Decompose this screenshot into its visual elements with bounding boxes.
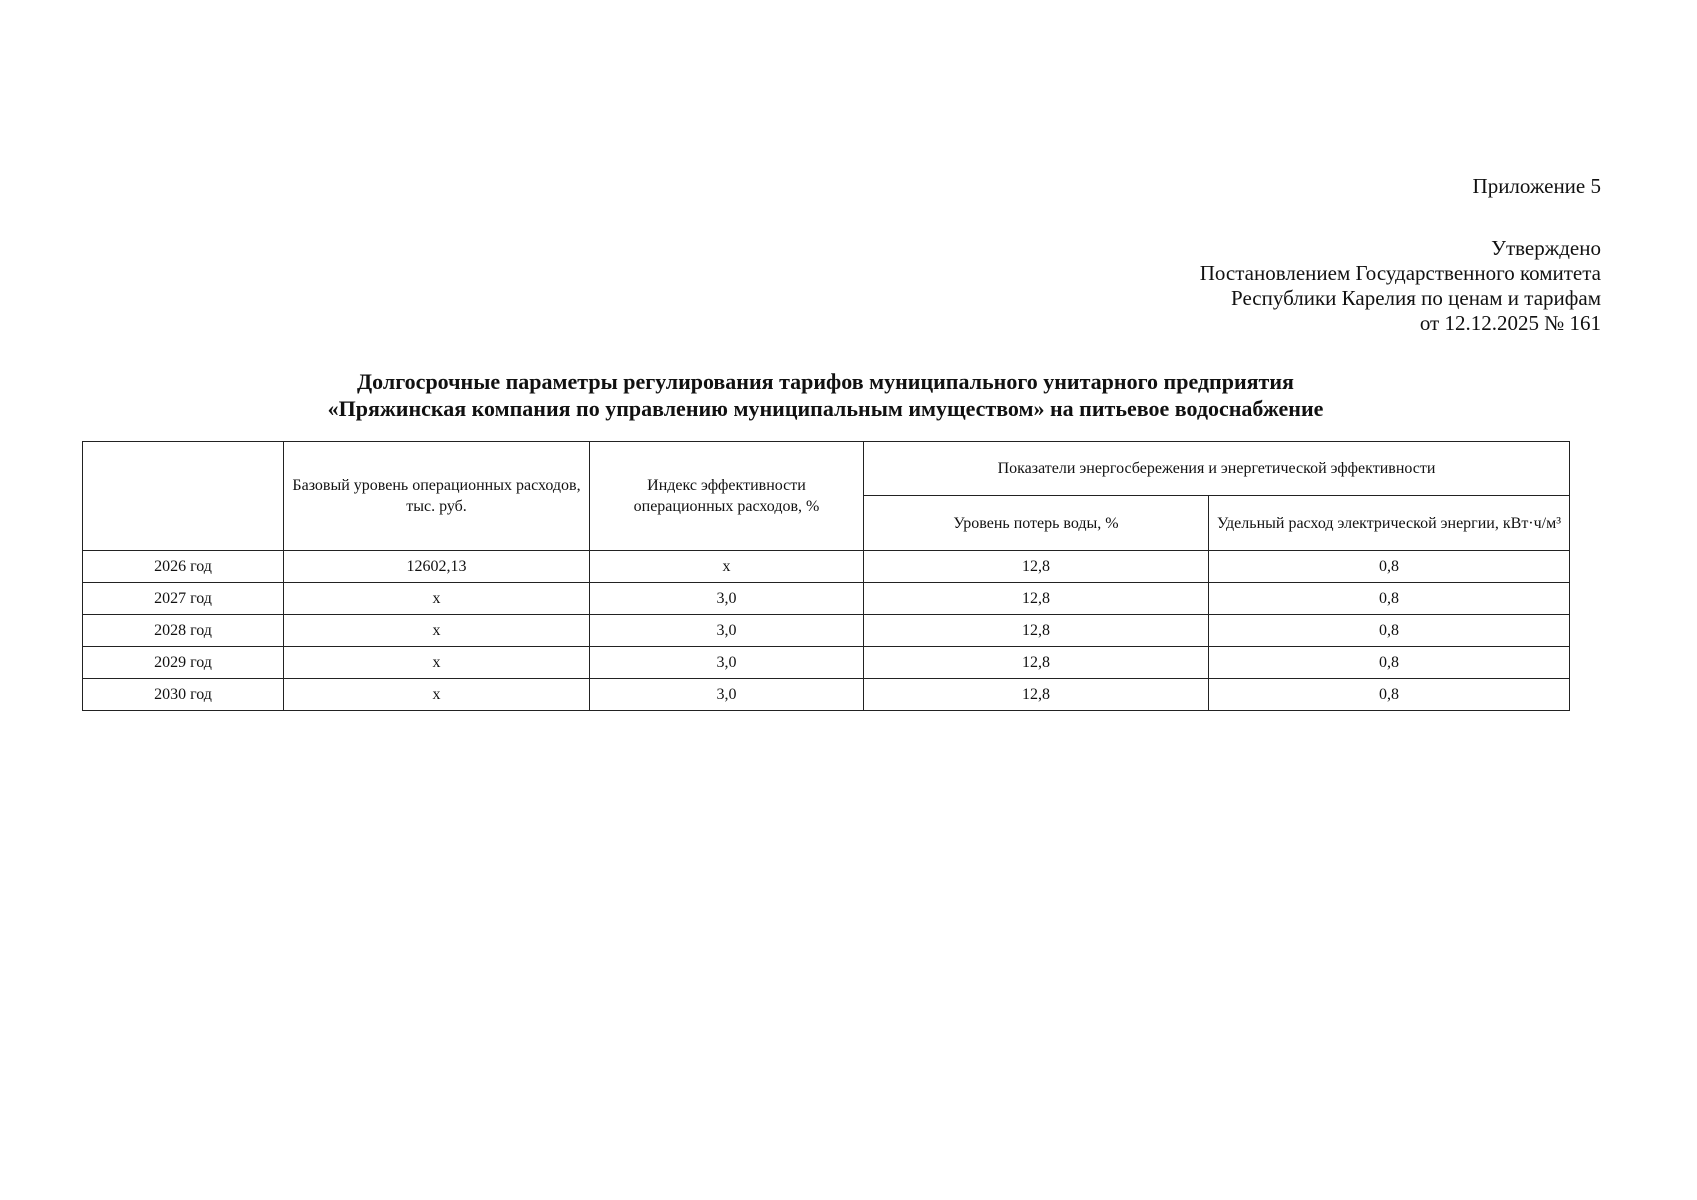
cell-year: 2029 год bbox=[83, 647, 284, 679]
cell-electricity: 0,8 bbox=[1209, 679, 1570, 711]
cell-base-level: х bbox=[284, 679, 590, 711]
table-row bbox=[83, 679, 1570, 711]
cell-electricity: 0,8 bbox=[1209, 583, 1570, 615]
table-row bbox=[83, 551, 1570, 583]
cell-efficiency-index: 3,0 bbox=[590, 647, 864, 679]
table-header-row bbox=[83, 442, 1570, 496]
cell-water-loss: 12,8 bbox=[864, 647, 1209, 679]
cell-base-level: х bbox=[284, 583, 590, 615]
header-base-level: Базовый уровень операционных расходов, тыс. руб. bbox=[284, 442, 590, 551]
header-water-loss: Уровень потерь воды, % bbox=[864, 496, 1209, 551]
approval-line: Постановлением Государственного комитета bbox=[1199, 261, 1601, 285]
document-title bbox=[0, 368, 1651, 422]
approval-line: Республики Карелия по ценам и тарифам bbox=[1231, 286, 1601, 310]
header-energy-group: Показатели энергосбережения и энергетической эффективности bbox=[864, 442, 1570, 496]
cell-electricity: 0,8 bbox=[1209, 647, 1570, 679]
cell-year: 2026 год bbox=[83, 551, 284, 583]
cell-water-loss: 12,8 bbox=[864, 679, 1209, 711]
cell-year: 2028 год bbox=[83, 615, 284, 647]
cell-electricity: 0,8 bbox=[1209, 551, 1570, 583]
cell-base-level: 12602,13 bbox=[284, 551, 590, 583]
cell-water-loss: 12,8 bbox=[864, 615, 1209, 647]
cell-efficiency-index: 3,0 bbox=[590, 615, 864, 647]
cell-efficiency-index: 3,0 bbox=[590, 583, 864, 615]
approval-date-line: от 12.12.2025 № 161 bbox=[1419, 311, 1601, 335]
header-efficiency-index: Индекс эффективности операционных расходов, % bbox=[590, 442, 864, 551]
cell-electricity: 0,8 bbox=[1209, 615, 1570, 647]
cell-year: 2030 год bbox=[83, 679, 284, 711]
table-row bbox=[83, 647, 1570, 679]
title-line: «Пряжинская компания по управлению муниципальным имуществом» на питьевое водоснабжение bbox=[327, 396, 1324, 421]
header-electricity: Удельный расход электрической энергии, кВт·ч/м³ bbox=[1209, 496, 1570, 551]
table-row bbox=[83, 615, 1570, 647]
approval-line: Утверждено bbox=[1491, 236, 1601, 260]
cell-water-loss: 12,8 bbox=[864, 551, 1209, 583]
approval-block bbox=[1200, 236, 1601, 336]
cell-water-loss: 12,8 bbox=[864, 583, 1209, 615]
header-year bbox=[83, 442, 284, 551]
cell-base-level: х bbox=[284, 615, 590, 647]
cell-base-level: х bbox=[284, 647, 590, 679]
appendix-label: Приложение 5 bbox=[1472, 174, 1601, 198]
table-row bbox=[83, 583, 1570, 615]
title-line: Долгосрочные параметры регулирования тарифов муниципального унитарного предприятия bbox=[357, 369, 1294, 394]
cell-year: 2027 год bbox=[83, 583, 284, 615]
parameters-table bbox=[82, 441, 1570, 711]
cell-efficiency-index: х bbox=[590, 551, 864, 583]
cell-efficiency-index: 3,0 bbox=[590, 679, 864, 711]
